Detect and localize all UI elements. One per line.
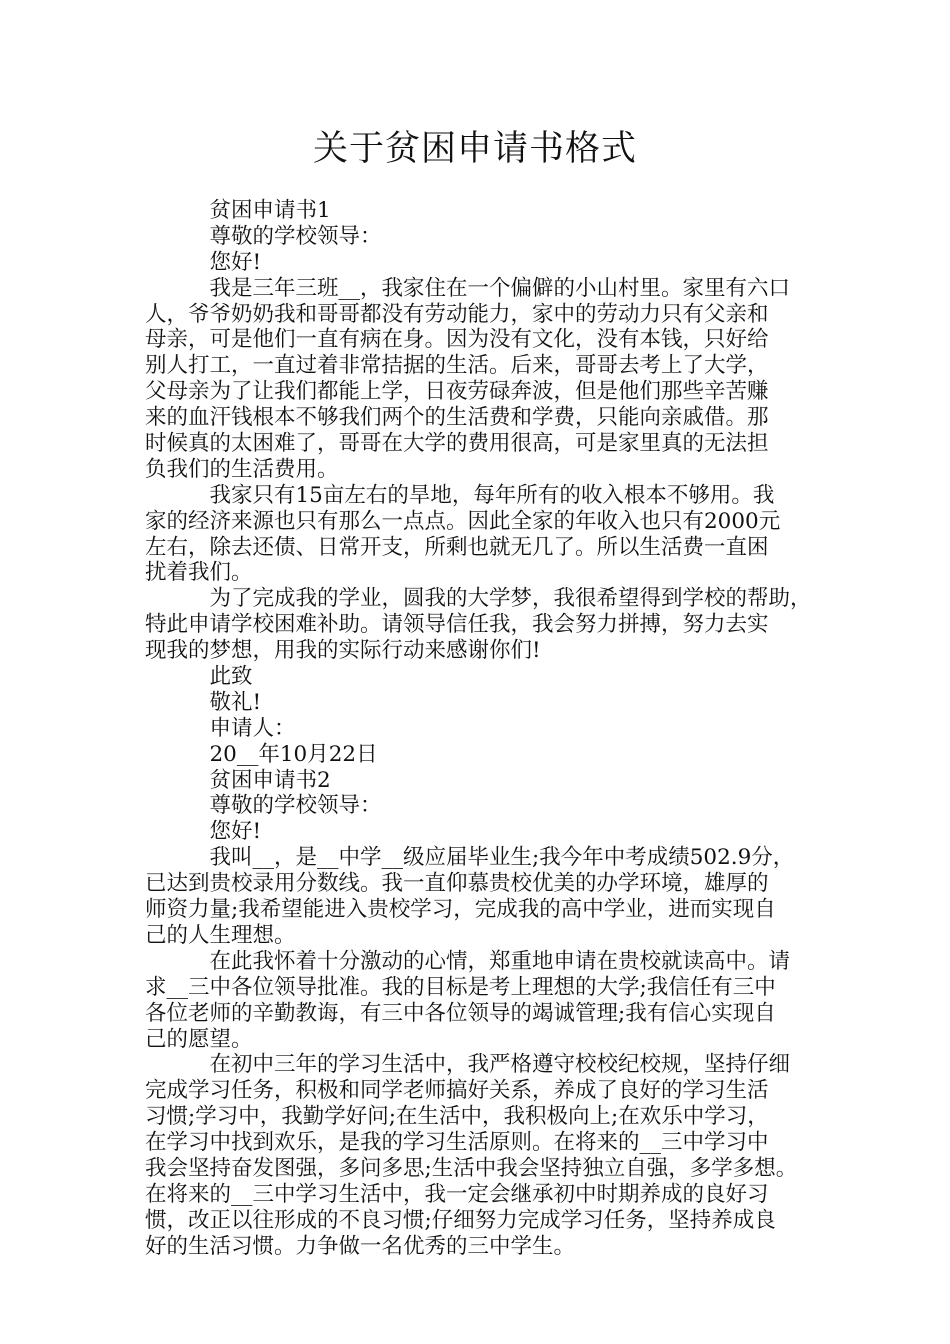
- text-line: 尊敬的学校领导：: [145, 793, 382, 819]
- text-line: 习惯;学习中，我勤学好问;在生活中，我积极向上;在欢乐中学习，: [145, 1104, 769, 1130]
- text-line: 完成学习任务，积极和同学老师搞好关系，养成了良好的学习生活: [145, 1078, 769, 1104]
- text-line: 各位老师的辛勤教诲，有三中各位领导的竭诚管理;我有信心实现自: [145, 1000, 776, 1026]
- text-line: 来的血汗钱根本不够我们两个的生活费和学费，只能向亲戚借。那: [145, 405, 769, 431]
- document-body: [145, 198, 825, 1260]
- text-line: 我是三年三班__，我家住在一个偏僻的小山村里。家里有六口: [145, 275, 791, 301]
- text-line: 我会坚持奋发图强，多问多思;生活中我会坚持独立自强，多学多想。: [145, 1155, 798, 1181]
- text-line: 您好!: [145, 249, 262, 275]
- text-line: 惯，改正以往形成的不良习惯;仔细努力完成学习任务，坚持养成良: [145, 1207, 776, 1233]
- text-line: 左右，除去还债、日常开支，所剩也就无几了。所以生活费一直困: [145, 534, 769, 560]
- text-line: 在初中三年的学习生活中，我严格遵守校校纪校规，坚持仔细: [145, 1052, 791, 1078]
- text-line: 母亲，可是他们一直有病在身。因为没有文化，没有本钱，只好给: [145, 327, 769, 353]
- text-line: 您好!: [145, 819, 262, 845]
- text-line: 我叫__，是__中学__级应届毕业生;我今年中考成绩502.9分，: [145, 845, 795, 871]
- text-line: 求__三中各位领导批准。我的目标是考上理想的大学;我信任有三中: [145, 974, 776, 1000]
- text-line: 负我们的生活费用。: [145, 456, 339, 482]
- text-line: 特此申请学校困难补助。请领导信任我，我会努力拼搏，努力去实: [145, 612, 769, 638]
- text-line: 已达到贵校录用分数线。我一直仰慕贵校优美的办学环境，雄厚的: [145, 871, 769, 897]
- text-line: 此致: [145, 664, 253, 690]
- text-line: 我家只有15亩左右的旱地，每年所有的收入根本不够用。我: [145, 482, 775, 508]
- text-line: 尊敬的学校领导：: [145, 223, 382, 249]
- text-line: 时候真的太困难了，哥哥在大学的费用很高，可是家里真的无法担: [145, 431, 769, 457]
- text-line: 别人打工，一直过着非常拮据的生活。后来，哥哥去考上了大学，: [145, 353, 769, 379]
- text-line: 申请人：: [145, 715, 296, 741]
- document-title: 关于贫困申请书格式: [312, 129, 637, 169]
- text-line: 为了完成我的学业，圆我的大学梦，我很希望得到学校的帮助，: [145, 586, 812, 612]
- text-line: 在此我怀着十分激动的心情，郑重地申请在贵校就读高中。请: [145, 948, 791, 974]
- text-line: 己的愿望。: [145, 1026, 253, 1052]
- text-line: 师资力量;我希望能进入贵校学习，完成我的高中学业，进而实现自: [145, 897, 776, 923]
- text-line: 贫困申请书1: [145, 198, 331, 223]
- text-line: 扰着我们。: [145, 560, 253, 586]
- text-line: 敬礼!: [145, 689, 262, 715]
- text-line: 父母亲为了让我们都能上学，日夜劳碌奔波，但是他们那些辛苦赚: [145, 379, 769, 405]
- text-line: 贫困申请书2: [145, 767, 331, 793]
- text-line: 好的生活习惯。力争做一名优秀的三中学生。: [145, 1233, 576, 1259]
- text-line: 家的经济来源也只有那么一点点。因此全家的年收入也只有2000元: [145, 508, 781, 534]
- text-line: 己的人生理想。: [145, 922, 296, 948]
- text-line: 在将来的__三中学习生活中，我一定会继承初中时期养成的良好习: [145, 1181, 769, 1207]
- text-line: 在学习中找到欢乐，是我的学习生活原则。在将来的__三中学习中: [145, 1130, 769, 1156]
- text-line: 20__年10月22日: [145, 741, 378, 767]
- text-line: 人，爷爷奶奶我和哥哥都没有劳动能力，家中的劳动力只有父亲和: [145, 301, 769, 327]
- text-line: 现我的梦想，用我的实际行动来感谢你们!: [145, 638, 541, 664]
